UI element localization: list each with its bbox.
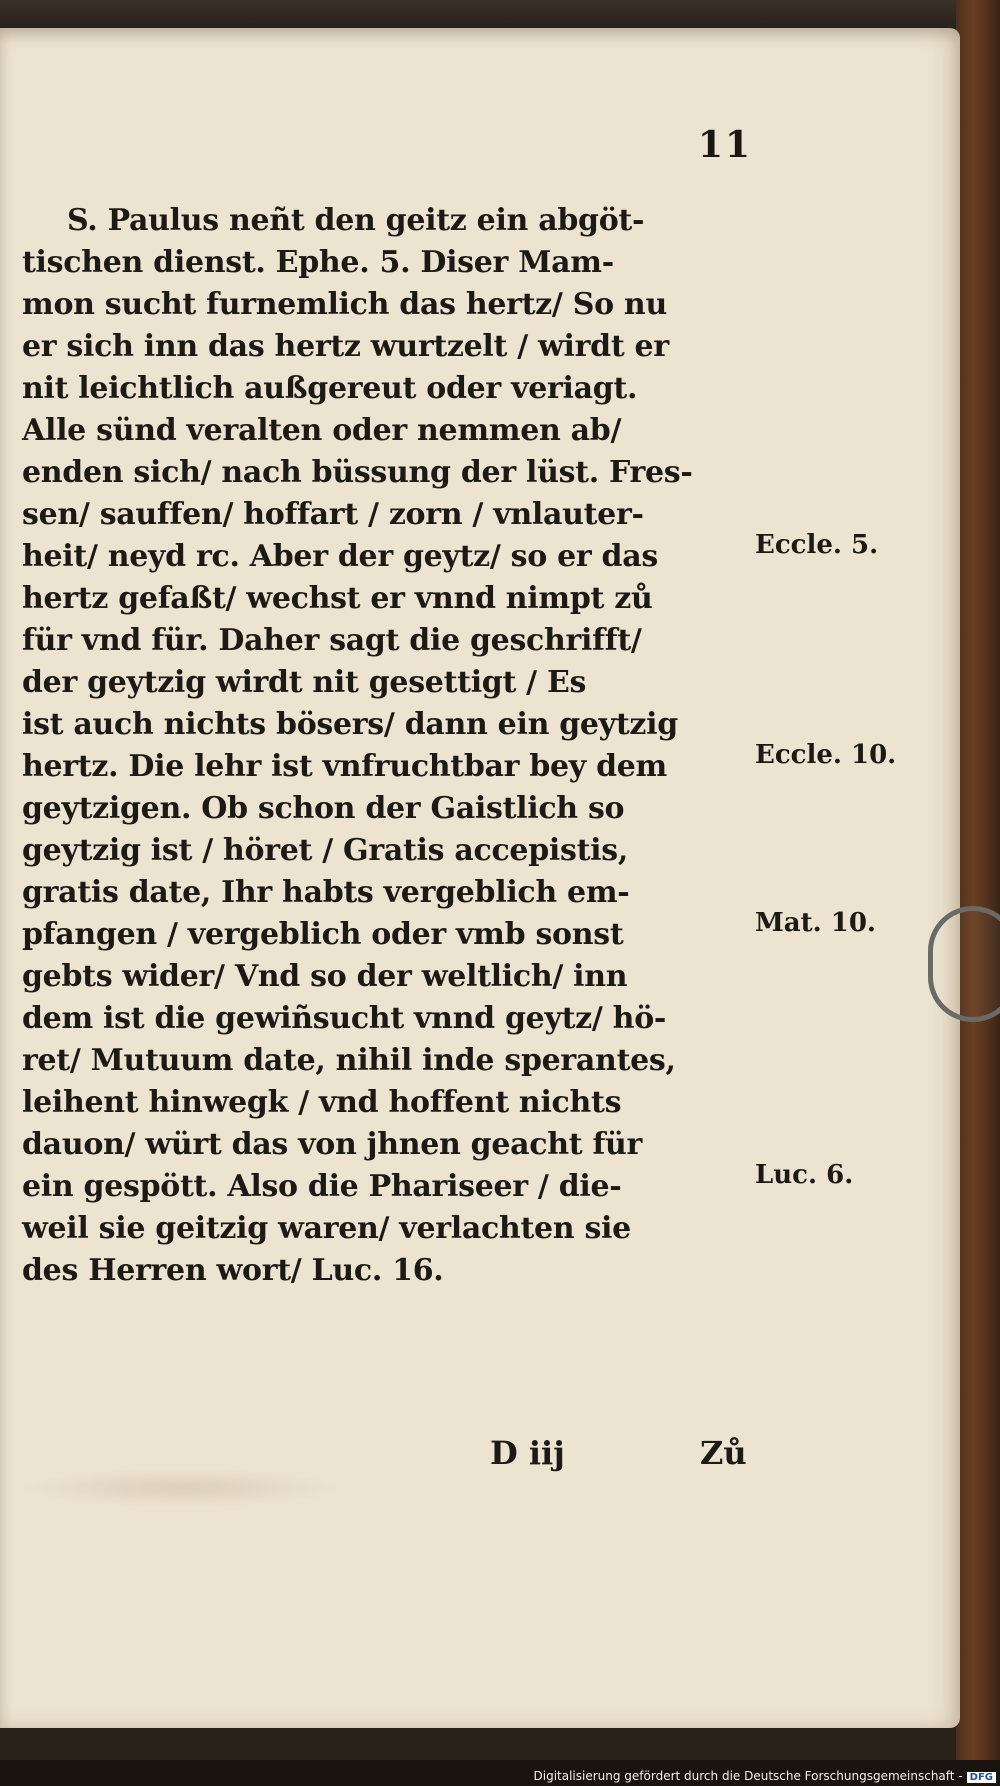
text-line: pfangen / vergeblich oder vmb sonst bbox=[22, 917, 624, 952]
catchword: Zů bbox=[700, 1434, 747, 1472]
text-line: nit leichtlich außgereut oder veriagt. bbox=[22, 371, 638, 406]
text-line: geytzigen. Ob schon der Gaistlich so bbox=[22, 791, 625, 826]
text-line: dem ist die gewiñsucht vnnd geytz/ hö- bbox=[22, 1001, 667, 1036]
dfg-logo: DFG bbox=[967, 1772, 996, 1783]
text-line: er sich inn das hertz wurtzelt / wirdt er bbox=[22, 329, 669, 364]
text-line: S. Paulus neñt den geitz ein abgöt- bbox=[67, 203, 645, 238]
book-spine bbox=[956, 0, 1000, 1786]
text-line: gebts wider/ Vnd so der weltlich/ inn bbox=[22, 959, 628, 994]
credit-text: Digitalisierung gefördert durch die Deutsche Forschungsgemeinschaft - bbox=[533, 1769, 963, 1783]
text-line: sen/ sauffen/ hoffart / zorn / vnlauter- bbox=[22, 497, 644, 532]
signature-mark: D iij bbox=[490, 1434, 565, 1472]
text-line: enden sich/ nach büssung der lüst. Fres- bbox=[22, 455, 693, 490]
text-line: leihent hinwegk / vnd hoffent nichts bbox=[22, 1085, 622, 1120]
text-line: geytzig ist / höret / Gratis accepistis, bbox=[22, 833, 628, 868]
text-line: gratis date, Ihr habts vergeblich em- bbox=[22, 875, 630, 910]
margin-note: Eccle. 10. bbox=[755, 740, 897, 770]
margin-note: Mat. 10. bbox=[755, 908, 876, 938]
book-clasp-ring bbox=[928, 906, 1000, 1022]
ink-bleed-through bbox=[22, 1468, 342, 1508]
text-line: hertz. Die lehr ist vnfruchtbar bey dem bbox=[22, 749, 667, 784]
text-line: dauon/ würt das von jhnen geacht für bbox=[22, 1127, 643, 1162]
text-line: ein gespött. Also die Phariseer / die- bbox=[22, 1169, 622, 1204]
digitization-credit bbox=[534, 1769, 997, 1783]
text-line: ret/ Mutuum date, nihil inde sperantes, bbox=[22, 1043, 676, 1078]
text-line: tischen dienst. Ephe. 5. Diser Mam- bbox=[22, 245, 614, 280]
body-text bbox=[22, 200, 757, 1292]
text-line: der geytzig wirdt nit gesettigt / Es bbox=[22, 665, 587, 700]
text-line: hertz gefaßt/ wechst er vnnd nimpt zů bbox=[22, 581, 653, 616]
page-number: 11 bbox=[698, 124, 753, 166]
text-line: mon sucht furnemlich das hertz/ So nu bbox=[22, 287, 667, 322]
margin-note: Eccle. 5. bbox=[755, 530, 879, 560]
text-line: des Herren wort/ Luc. 16. bbox=[22, 1253, 444, 1288]
margin-note: Luc. 6. bbox=[755, 1160, 854, 1190]
text-line: heit/ neyd rc. Aber der geytz/ so er das bbox=[22, 539, 658, 574]
text-line: für vnd für. Daher sagt die geschrifft/ bbox=[22, 623, 642, 658]
text-line: Alle sünd veralten oder nemmen ab/ bbox=[22, 413, 622, 448]
text-line: weil sie geitzig waren/ verlachten sie bbox=[22, 1211, 631, 1246]
book-page bbox=[0, 28, 960, 1728]
text-line: ist auch nichts bösers/ dann ein geytzig bbox=[22, 707, 678, 742]
